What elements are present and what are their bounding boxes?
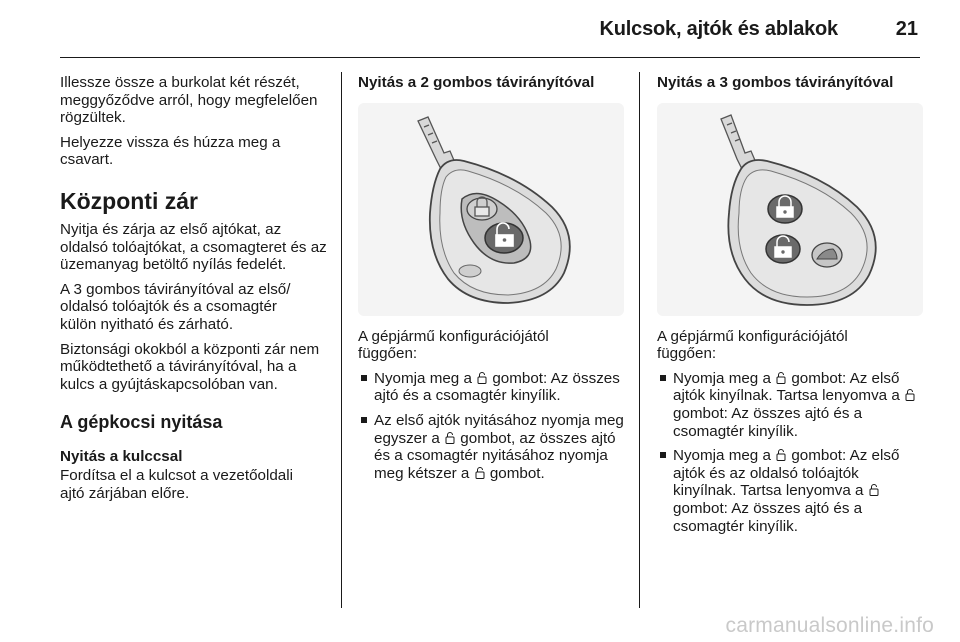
two-button-config-note: A gépjármű konfigurációjától függően: bbox=[358, 327, 549, 363]
two-button-instruction-2: Az első ajtók nyitásához nyomja meg egyszer a gombot, az összes ajtó és a csomagtér nyitásához nyomja meg kétszer a gombot. bbox=[358, 412, 630, 482]
column-3 bbox=[657, 74, 925, 542]
page-title: Kulcsok, ajtók és ablakok bbox=[599, 18, 838, 40]
unlock-button-icon bbox=[477, 371, 487, 384]
opening-with-key-paragraph: Fordítsa el a kulcsot a vezetőoldali ajtó zárjában előre. bbox=[60, 466, 293, 502]
opening-heading: A gépkocsi nyitása bbox=[60, 412, 223, 433]
central-lock-heading: Központi zár bbox=[60, 187, 198, 214]
column-divider-1 bbox=[341, 72, 342, 608]
column-2 bbox=[358, 74, 630, 489]
two-button-remote-heading: Nyitás a 2 gombos távirányítóval bbox=[358, 74, 595, 91]
unlock-button-icon bbox=[475, 466, 485, 479]
unlock-button-icon bbox=[905, 388, 915, 401]
page-number: 21 bbox=[895, 18, 918, 40]
central-lock-paragraph-2: A 3 gombos távirányítóval az első/ oldalsó tolóajtók és a csomagtér külön nyitható és zárható. bbox=[60, 280, 291, 333]
watermark: carmanualsonline.info bbox=[725, 614, 934, 637]
intro-paragraph-1: Illessze össze a burkolat két részét, meggyőződve arról, hogy megfelelően rögzültek. bbox=[60, 74, 318, 127]
central-lock-paragraph-3: Biztonsági okokból a központi zár nem működtethető a távirányítóval, ha a kulcs a gyújtáskapcsolóban van. bbox=[60, 340, 320, 393]
three-button-config-note: A gépjármű konfigurációjától függően: bbox=[657, 327, 848, 363]
intro-paragraph-2: Helyezze vissza és húzza meg a csavart. bbox=[60, 133, 281, 169]
unlock-button-icon bbox=[445, 431, 455, 444]
page-header bbox=[60, 0, 920, 58]
two-button-instruction-1: Nyomja meg a gombot: Az összes ajtó és a csomagtér kinyílik. bbox=[358, 370, 630, 405]
three-button-remote-illustration bbox=[657, 103, 923, 316]
three-button-instruction-1: Nyomja meg a gombot: Az első ajtók kinyílnak. Tartsa lenyomva a gombot: Az összes ajtó és a csomagtér kinyílik. bbox=[657, 370, 925, 440]
opening-with-key-heading: Nyitás a kulccsal bbox=[60, 448, 183, 466]
three-button-remote-heading: Nyitás a 3 gombos távirányítóval bbox=[657, 74, 894, 91]
three-button-instruction-2: Nyomja meg a gombot: Az első ajtók és az oldalsó tolóajtók kinyílnak. Tartsa lenyomva a gombot: Az összes ajtó és a csomagtér kinyílik. bbox=[657, 447, 925, 535]
two-button-remote-illustration bbox=[358, 103, 624, 316]
central-lock-paragraph-1: Nyitja és zárja az első ajtókat, az oldalsó tolóajtókat, a csomagteret és az üzemanyag betöltő nyílás fedelét. bbox=[60, 220, 327, 274]
unlock-button-icon bbox=[776, 448, 786, 461]
column-1 bbox=[60, 74, 330, 509]
three-button-instructions bbox=[657, 370, 925, 535]
unlock-button-icon bbox=[869, 483, 879, 496]
column-divider-2 bbox=[639, 72, 640, 608]
two-button-instructions bbox=[358, 370, 630, 483]
unlock-button-icon bbox=[776, 371, 786, 384]
